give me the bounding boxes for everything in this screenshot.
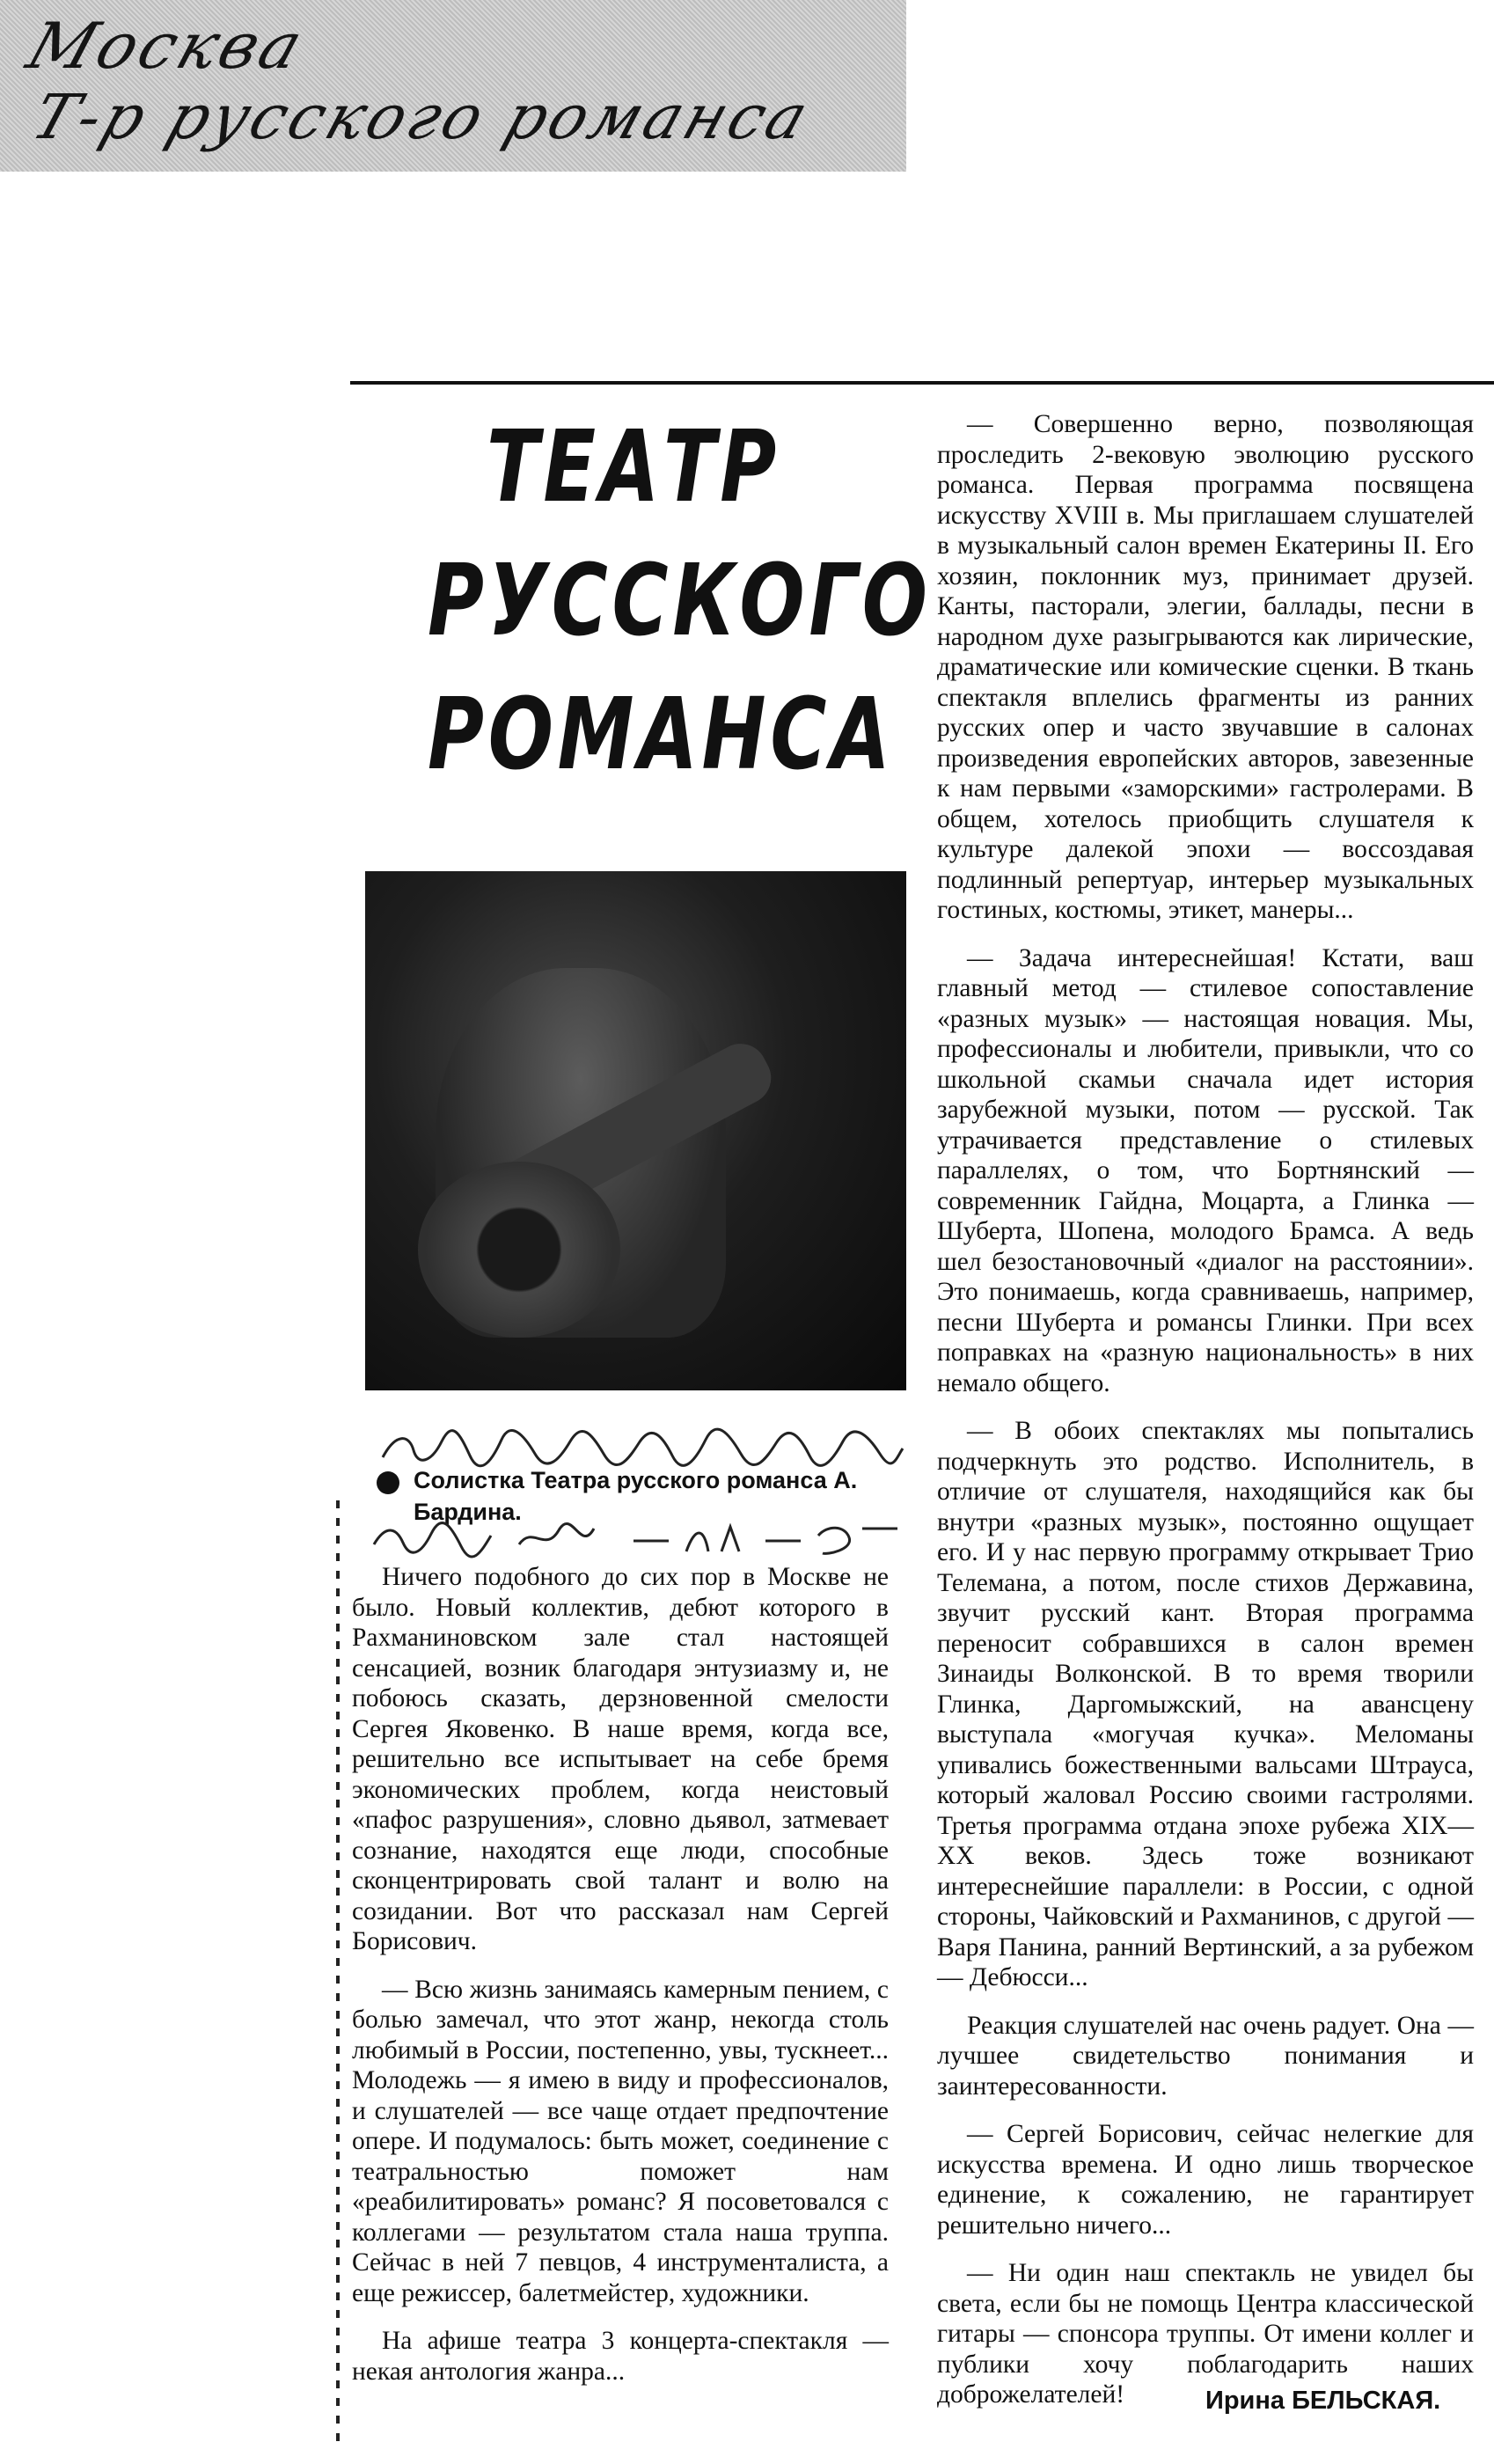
article-headline xyxy=(370,400,932,802)
headline-line-1: ТЕАТР xyxy=(487,410,780,524)
headline-line-2: РУССКОГО xyxy=(428,544,932,658)
dashed-cut-line xyxy=(336,1500,340,2446)
left-paragraph: — Всю жизнь занимаясь камерным пением, с болью замечал, что этот жанр, некогда столь любимый в России, постепенно, увы, тускнеет... Молодежь — я имею в виду и профессионалов, и слушателей — все чаще отдает предпочтение опере. И подумалось: быть может, соединение с театральностью поможет нам «реабилитировать» романс? Я посоветовался с коллегами — результатом стала наша труппа. Сейчас в ней 7 певцов, 4 инструменталиста, а еще режиссер, балетмейстер, художники. xyxy=(352,1975,889,2307)
author-byline: Ирина БЕЛЬСКАЯ. xyxy=(1205,2387,1441,2415)
guitar-body xyxy=(418,1162,620,1338)
handwritten-theatre-name: Т-р русского романса xyxy=(23,81,821,153)
right-paragraph: — Сергей Борисович, сейчас нелегкие для искусства времена. И одно лишь творческое единение, к сожалению, не гарантирует решительно ничего... xyxy=(937,2120,1474,2240)
caption-bullet xyxy=(377,1471,399,1494)
article-right-column xyxy=(937,409,1474,2428)
soloist-photo xyxy=(365,871,906,1390)
headline-line-3: РОМАНСА xyxy=(428,678,895,792)
article-left-column xyxy=(352,1562,889,2404)
handwritten-archive-label xyxy=(0,0,906,172)
right-paragraph: — Задача интереснейшая! Кстати, ваш главный метод — стилевое сопоставление «разных музык» — настоящая новация. Мы, профессионалы и любители, привыкли, что со школьной скамьи сначала идет история зарубежной музыки, потом — русской. Так утрачивается представление о стилевых параллелях, о том, что Бортнянский — современник Гайдна, Моцарта, а Глинка — Шуберта, Шопена, молодого Брамса. А ведь шел безостановочный «диалог на расстоянии». Это понимаешь, когда сравниваешь, например, песни Шуберта и романсы Глинки. При всех поправках на «разную национальность» в них немало общего. xyxy=(937,943,1474,1397)
right-paragraph: — Совершенно верно, позволяющая проследить 2-вековую эволюцию русского романса. Первая программа посвящена искусству XVIII в. Мы приглашаем слушателей в музыкальный салон времен Екатерины II. Его хозяин, поклонник муз, принимает друзей. Канты, пасторали, элегии, баллады, песни в народном духе разыгрываются как лирические, драматические или комические сценки. В ткань спектакля вплелись фрагменты из ранних русских опер и часто звучавшие в салонах произведения европейских авторов, завезенные к нам первыми «заморскими» гастролерами. В общем, хотелось приобщить слушателя к культуре далекой эпохи — воссоздавая подлинный репертуар, интерьер музыкальных гостиных, костюмы, этикет, манеры... xyxy=(937,410,1474,924)
photo-caption: Солистка Театра русского романса А. Бардина. xyxy=(414,1467,858,1525)
right-paragraph: Реакция слушателей нас очень радует. Она — лучшее свидетельство понимания и заинтересованности. xyxy=(937,2011,1474,2101)
right-paragraph: — В обоих спектаклях мы попытались подчеркнуть это родство. Исполнитель, в отличие от слушателя, находящийся как бы внутри «разных музык», постоянно ощущает его. И у нас первую программу открывает Трио Телемана, а потом, после стихов Державина, звучит русский кант. Вторая программа переносит собравшихся в салон времен Зинаиды Волконской. В то время творили Глинка, Даргомыжский, на авансцену выступала «могучая кучка». Меломаны упивались божественными вальсами Штрауса, который жаловал Россию своими гастролями. Третья программа отдана эпохе рубежа XIX—XX веков. Здесь тоже возникают интереснейшие параллели: в России, с одной стороны, Чайковский и Рахманинов, с другой — Варя Панина, ранний Вертинский, а за рубежом — Дебюсси... xyxy=(937,1417,1474,1991)
handwritten-issue xyxy=(370,1518,906,1562)
handwritten-city: Москва xyxy=(18,9,315,83)
left-paragraph: Ничего подобного до сих пор в Москве не было. Новый коллектив, дебют которого в Рахманиновском зале стал настоящей сенсацией, возник благодаря энтузиазму и, не побоюсь сказать, дерзновенной смелости Сергея Яковенко. В наше время, когда все, решительно все испытывает на себе бремя экономических проблем, когда неистовый «пафос разрушения», словно дьявол, затмевает сознание, находятся еще люди, способные сконцентрировать свой талант и волю на созидании. Вот что рассказал нам Сергей Борисович. xyxy=(352,1563,889,1955)
left-paragraph: На афише театра 3 концерта-спектакля — некая антология жанра... xyxy=(352,2327,889,2386)
top-rule xyxy=(350,381,1494,385)
right-paragraph: — Ни один наш спектакль не увидел бы света, если бы не помощь Центра классической гитары — спонсора труппы. От имени коллег и публики хочу поблагодарить наших доброжелателей! xyxy=(937,2259,1474,2409)
handwritten-publication xyxy=(378,1424,906,1470)
